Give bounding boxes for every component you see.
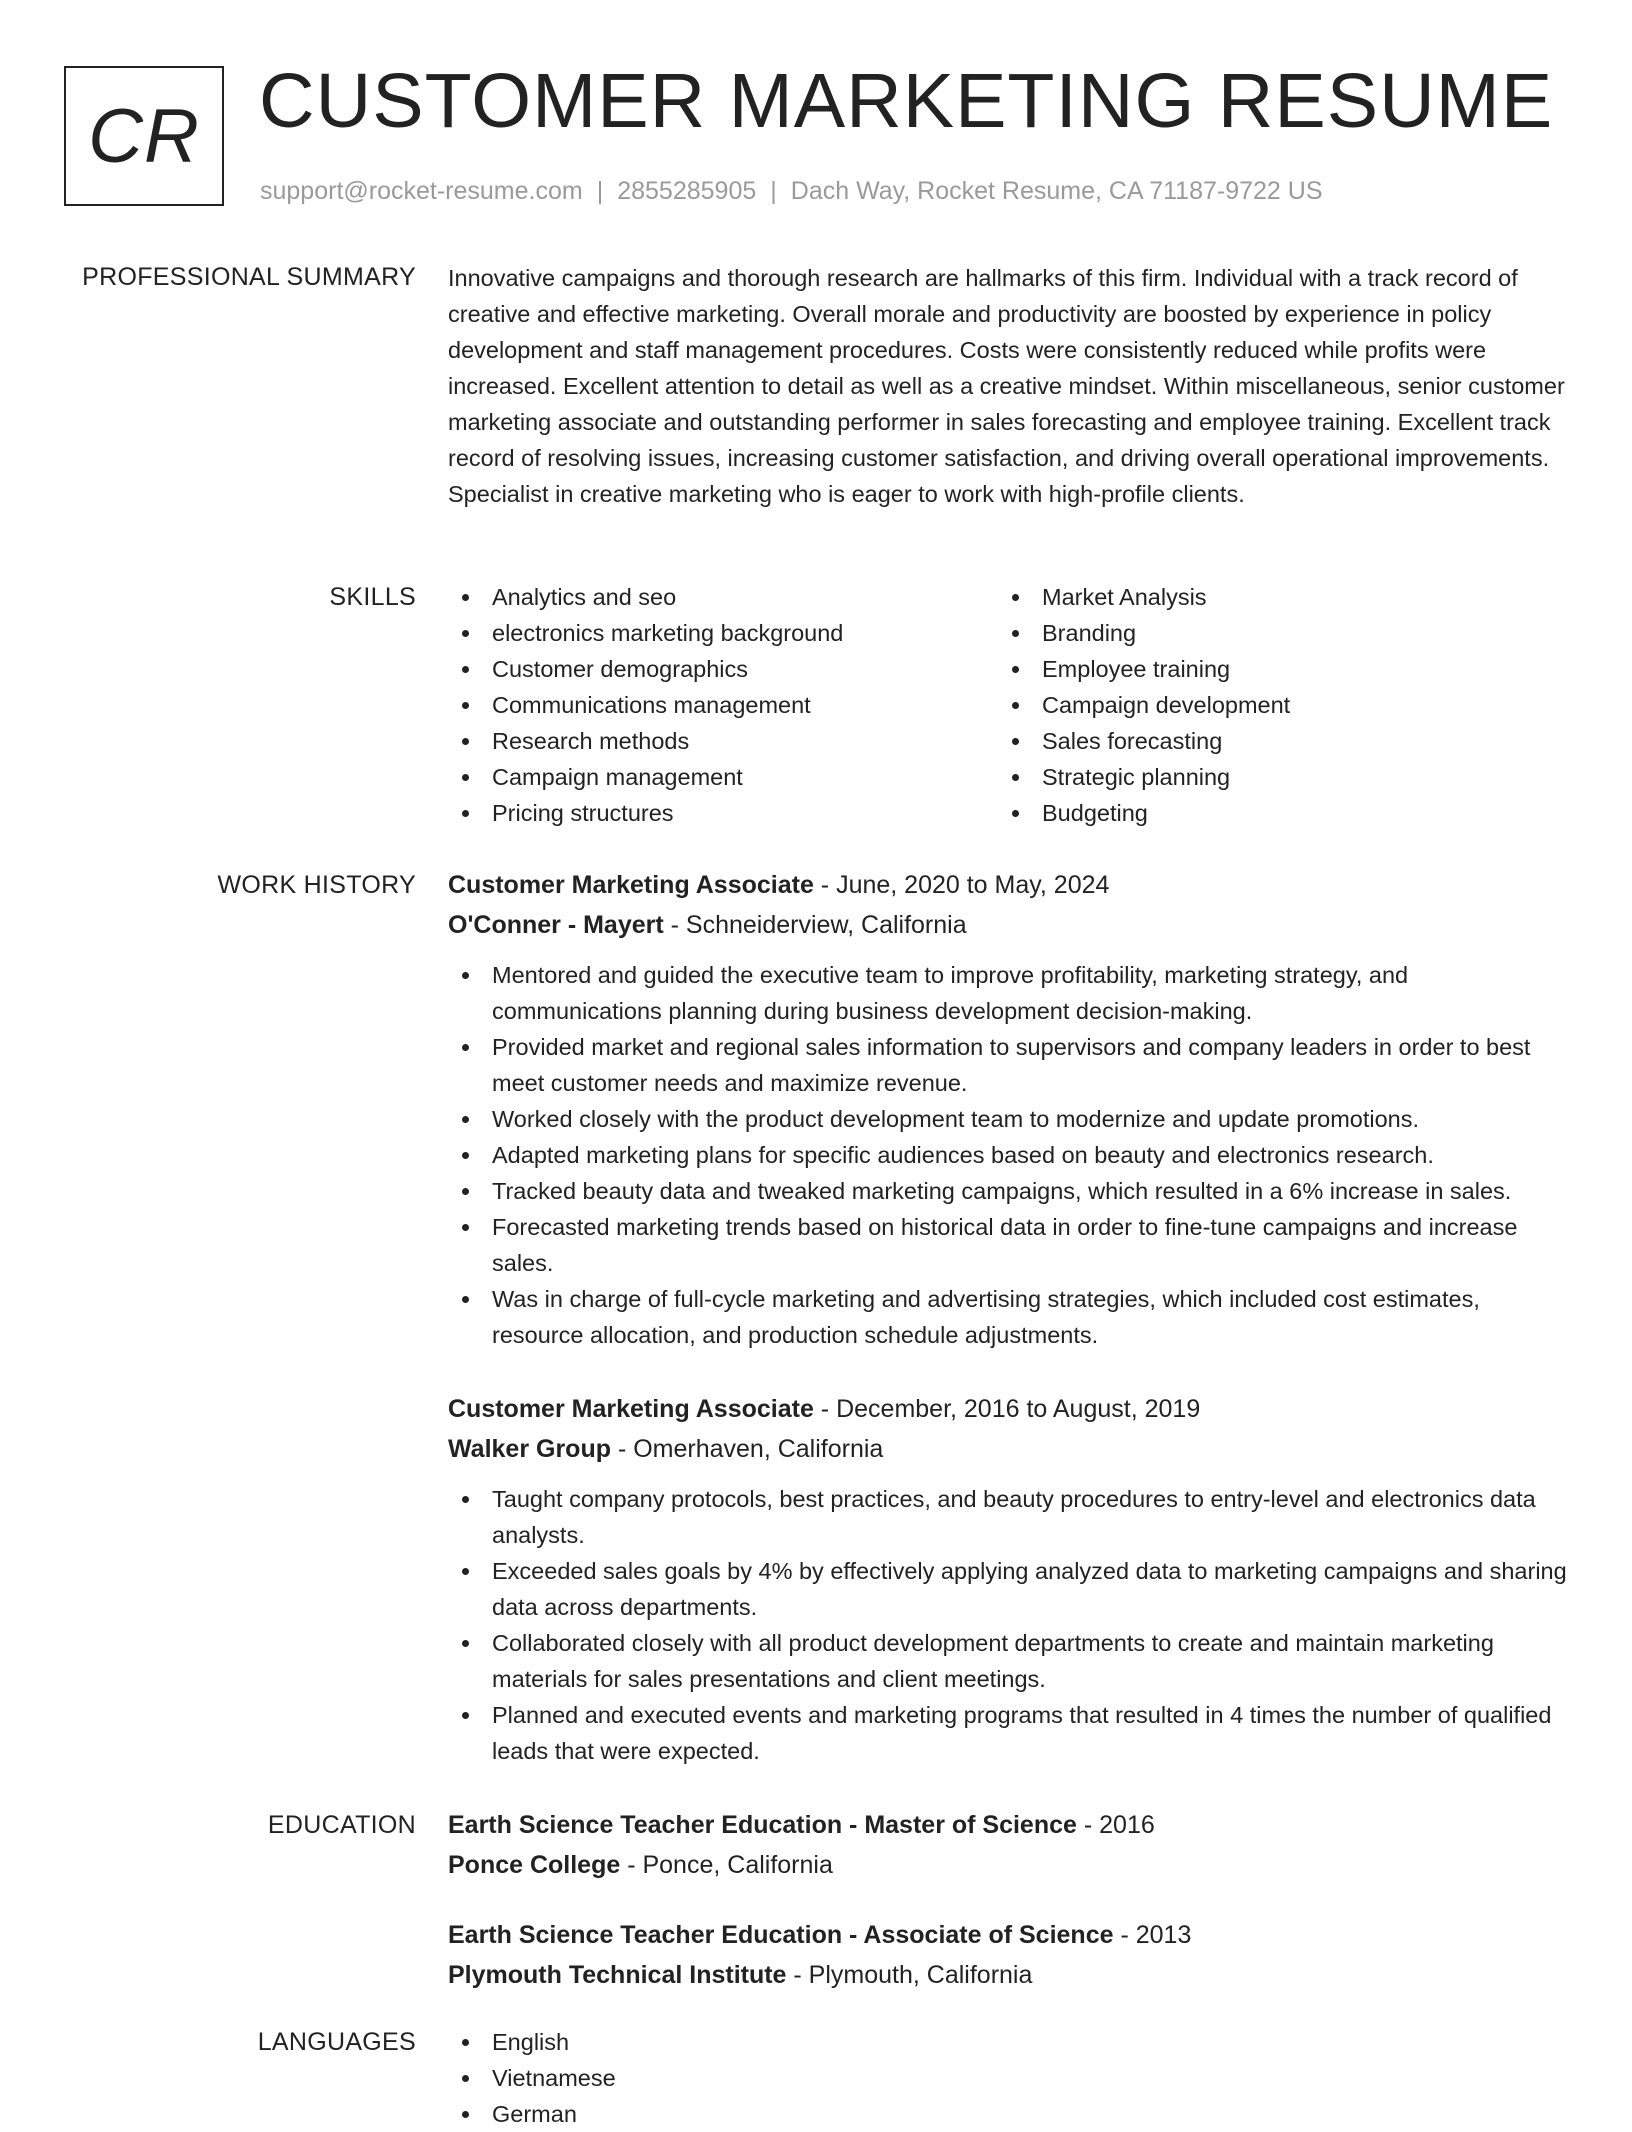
contact-line — [260, 176, 1323, 206]
job-bullet: Was in charge of full-cycle marketing and advertising strategies, which included cost estimates, resource allocation, and production schedule adjustments. — [448, 1281, 1568, 1353]
job-bullet: Planned and executed events and marketing programs that resulted in 4 times the number of qualified leads that were expected. — [448, 1697, 1568, 1769]
job-bullet: Exceeded sales goals by 4% by effectively applying analyzed data to marketing campaigns and sharing data across departments. — [448, 1553, 1568, 1625]
monogram-initials: CR — [88, 93, 200, 179]
education-school-line — [448, 1955, 1568, 1995]
contact-separator: | — [770, 177, 777, 205]
section-label-education: EDUCATION — [267, 1811, 416, 1839]
section-label-languages: LANGUAGES — [257, 2028, 416, 2056]
skill-item: Budgeting — [998, 795, 1548, 831]
skill-item: Research methods — [448, 723, 998, 759]
skill-item: Campaign development — [998, 687, 1548, 723]
education-degree-line — [448, 1915, 1568, 1955]
job-company: O'Conner - Mayert — [448, 911, 664, 939]
education-year: - 2013 — [1113, 1921, 1192, 1949]
job-title-line — [448, 1389, 1568, 1429]
skill-item: Campaign management — [448, 759, 998, 795]
education-entry — [448, 1805, 1568, 1885]
education-entry — [448, 1915, 1568, 1995]
monogram-box — [64, 66, 224, 206]
contact-email[interactable]: support@rocket-resume.com — [260, 177, 583, 205]
skills-section — [448, 579, 1568, 831]
job-bullet: Taught company protocols, best practices, and beauty procedures to entry-level and electronics data analysts. — [448, 1481, 1568, 1553]
skill-item: Analytics and seo — [448, 579, 998, 615]
education-location: - Plymouth, California — [786, 1961, 1033, 1989]
job-bullet: Tracked beauty data and tweaked marketing campaigns, which resulted in a 6% increase in sales. — [448, 1173, 1568, 1209]
work-job — [448, 1389, 1568, 1769]
job-company-line — [448, 1429, 1568, 1469]
language-item: Vietnamese — [448, 2060, 1568, 2096]
skill-item: Branding — [998, 615, 1548, 651]
skill-item: Sales forecasting — [998, 723, 1548, 759]
education-school: Plymouth Technical Institute — [448, 1961, 787, 1989]
contact-separator: | — [596, 177, 604, 205]
contact-phone[interactable]: 2855285905 — [617, 177, 757, 205]
education-degree: Earth Science Teacher Education - Master of Science — [448, 1811, 1077, 1839]
language-item: German — [448, 2096, 1568, 2132]
education-degree-line — [448, 1805, 1568, 1845]
summary-text: Innovative campaigns and thorough research are hallmarks of this firm. Individual with a track record of creative and effective marketing. Overall morale and productivity are boosted by experience in policy development and staff management procedures. Costs were consistently reduced while profits were increased. Excellent attention to detail as well as a creative mindset. Within miscellaneous, senior customer marketing associate and outstanding performer in sales forecasting and employee training. Excellent track record of resolving issues, increasing customer satisfaction, and driving overall operational improvements. Specialist in creative marketing who is eager to work with high-profile clients. — [448, 265, 1565, 507]
language-item: English — [448, 2024, 1568, 2060]
skill-item: Market Analysis — [998, 579, 1548, 615]
job-dates: - June, 2020 to May, 2024 — [813, 871, 1110, 899]
job-title: Customer Marketing Associate — [448, 1395, 814, 1423]
job-bullet-list — [448, 957, 1568, 1353]
job-bullet-list — [448, 1481, 1568, 1769]
skill-item: Pricing structures — [448, 795, 998, 831]
section-label-work: WORK HISTORY — [217, 871, 416, 899]
job-dates: - December, 2016 to August, 2019 — [813, 1395, 1201, 1423]
job-title: Customer Marketing Associate — [448, 871, 814, 899]
job-bullet: Adapted marketing plans for specific audiences based on beauty and electronics research. — [448, 1137, 1568, 1173]
languages-list — [448, 2024, 1568, 2132]
skill-item: electronics marketing background — [448, 615, 998, 651]
job-company: Walker Group — [448, 1435, 611, 1463]
work-job — [448, 865, 1568, 1353]
education-year: - 2016 — [1076, 1811, 1155, 1839]
job-company-line — [448, 905, 1568, 945]
job-location: - Omerhaven, California — [611, 1435, 884, 1463]
job-location: - Schneiderview, California — [663, 911, 967, 939]
job-bullet: Worked closely with the product development team to modernize and update promotions. — [448, 1101, 1568, 1137]
skill-item: Strategic planning — [998, 759, 1548, 795]
skills-grid — [448, 579, 1568, 831]
section-label-skills: SKILLS — [329, 583, 416, 611]
job-bullet: Mentored and guided the executive team to improve profitability, marketing strategy, and communications planning during business development decision-making. — [448, 957, 1568, 1029]
education-location: - Ponce, California — [620, 1851, 833, 1879]
education-degree: Earth Science Teacher Education - Associate of Science — [448, 1921, 1114, 1949]
skill-item: Communications management — [448, 687, 998, 723]
skills-list-left — [448, 579, 998, 831]
languages-section — [448, 2024, 1568, 2132]
education-school-line — [448, 1845, 1568, 1885]
education-school: Ponce College — [448, 1851, 621, 1879]
resume-title: CUSTOMER MARKETING RESUME — [259, 58, 1554, 144]
section-label-summary: PROFESSIONAL SUMMARY — [82, 263, 416, 291]
job-bullet: Forecasted marketing trends based on historical data in order to fine-tune campaigns and increase sales. — [448, 1209, 1568, 1281]
job-bullet: Collaborated closely with all product development departments to create and maintain marketing materials for sales presentations and client meetings. — [448, 1625, 1568, 1697]
contact-address: Dach Way, Rocket Resume, CA 71187-9722 US — [790, 177, 1323, 205]
skill-item: Customer demographics — [448, 651, 998, 687]
skills-list-right — [998, 579, 1548, 831]
job-title-line — [448, 865, 1568, 905]
job-bullet: Provided market and regional sales information to supervisors and company leaders in order to best meet customer needs and maximize revenue. — [448, 1029, 1568, 1101]
skill-item: Employee training — [998, 651, 1548, 687]
summary-section — [448, 260, 1568, 512]
